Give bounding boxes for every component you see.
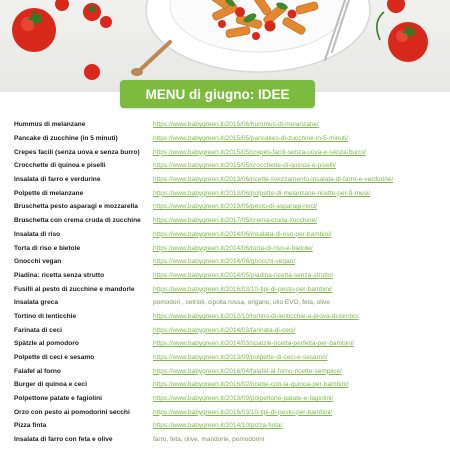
dish-name: Hummus di melanzane [14, 121, 86, 129]
dish-name: Tortino di lenticchie [14, 312, 77, 320]
dish-name: Polpette di ceci e sesamo [14, 354, 95, 362]
recipe-link[interactable]: https://www.babygreen.it/2013/06/polpette-di-melanzane-ricette-per-9-mesi/ [153, 189, 371, 197]
menu-row [14, 310, 444, 324]
menu-row [14, 241, 444, 255]
recipe-link[interactable]: https://www.babygreen.it/2016/03/10-tipi-di-pesto-per-bambini/ [153, 408, 333, 416]
dish-name: Bruschetta con crema cruda di zucchine [14, 217, 141, 225]
pasta-plate-illustration [0, 0, 450, 92]
recipe-link[interactable]: https://www.babygreen.it/2014/03/farinata-di-ceci/ [153, 326, 296, 334]
dish-name: Fusilli al pesto di zucchine e mandorle [14, 285, 135, 293]
recipe-link[interactable]: https://www.babygreen.it/2012/10/tortino-di-lenticchie-a-prova-di-bimbo/ [153, 312, 359, 320]
menu-title: MENU di giugno: IDEE [145, 86, 290, 102]
dish-name: Orzo con pesto ai pomodorini secchi [14, 408, 130, 416]
menu-row [14, 186, 444, 200]
dish-name: Insalata di farro e verdurine [14, 176, 101, 184]
menu-row [14, 364, 444, 378]
menu-row [14, 405, 444, 419]
menu-row [14, 323, 444, 337]
menu-row [14, 228, 444, 242]
menu-title-banner [120, 80, 315, 108]
menu-row [14, 282, 444, 296]
recipe-link[interactable]: https://www.babygreen.it/2015/05/crocchette-di-quinoa-e-piselli/ [153, 162, 336, 170]
dish-name: Insalata di riso [14, 230, 61, 238]
dish-name: Pizza finta [14, 422, 47, 430]
recipe-link[interactable]: https://www.babygreen.it/2015/06/hummus-di-melanzane/ [153, 121, 319, 129]
menu-row [14, 173, 444, 187]
menu-list [14, 118, 444, 447]
recipe-link[interactable]: https://www.babygreen.it/2016/03/10-tipi-di-pesto-per-bambini/ [153, 285, 333, 293]
recipe-link[interactable]: https://www.babygreen.it/2016/04/falafel-al-forno-ricette-semplice/ [153, 367, 342, 375]
dish-name: Crocchette di quinoa e piselli [14, 162, 106, 170]
dish-name: Farinata di ceci [14, 326, 63, 334]
recipe-link[interactable]: https://www.babygreen.it/2015/05/pancakes-di-zucchine-in-5-minuti/ [153, 135, 349, 143]
dish-name: Gnocchi vegan [14, 258, 62, 266]
menu-row [14, 214, 444, 228]
menu-row [14, 296, 444, 310]
menu-row [14, 269, 444, 283]
dish-name: Falafel al forno [14, 367, 61, 375]
menu-row [14, 118, 444, 132]
dish-name: Torta di riso e bietole [14, 244, 81, 252]
recipe-link[interactable]: https://www.babygreen.it/2014/06/torta-di-riso-e-bietole/ [153, 244, 313, 252]
dish-name: Insalata di farro con feta e olive [14, 436, 113, 444]
menu-row [14, 255, 444, 269]
ingredients-note: farro, feta, olive, mandorle, pomodorini [153, 436, 265, 444]
recipe-link[interactable]: https://www.babygreen.it/2013/09/polpettone-patate-e-fagiolini/ [153, 395, 334, 403]
dish-name: Insalata greca [14, 299, 58, 307]
recipe-link[interactable]: https://www.babygreen.it/2014/10/pizza-finta/ [153, 422, 283, 430]
recipe-link[interactable]: https://www.babygreen.it/2014/03/spatzle-ricetta-perfetta-per-bambini/ [153, 340, 354, 348]
ingredients-note: pomodori , cetrioli, cipolla rossa, origano, olio EVO, feta, olive [153, 299, 331, 307]
dish-name: Crepes facili (senza uova e senza burro) [14, 148, 140, 156]
menu-row [14, 378, 444, 392]
dish-name: Spätzle al pomodoro [14, 340, 79, 348]
hero-photo [0, 0, 450, 92]
dish-name: Bruschetta pesto asparagi e mozzarella [14, 203, 138, 211]
menu-row [14, 392, 444, 406]
dish-name: Burger di quinoa e ceci [14, 381, 87, 389]
recipe-link[interactable]: https://www.babygreen.it/2016/02/ricette-con-la-quinoa-per-bambini/ [153, 381, 349, 389]
dish-name: Polpettone patate e fagiolini [14, 395, 102, 403]
recipe-link[interactable]: https://www.babygreen.it/2015/05/crepes-facili-senza-uova-e-senza-burro/ [153, 148, 366, 156]
recipe-link[interactable]: https://www.babygreen.it/2013/06/ricette-svezzamento-insalata-di-farro-e-verdurine/ [153, 176, 394, 184]
menu-row [14, 419, 444, 433]
recipe-link[interactable]: https://www.babygreen.it/2014/06/gnocchi-vegan/ [153, 258, 296, 266]
recipe-link[interactable]: https://www.babygreen.it/2017/05/crema-cruda-zucchine/ [153, 217, 318, 225]
recipe-link[interactable]: https://www.babygreen.it/2014/06/insalata-di-riso-per-bambini/ [153, 230, 332, 238]
menu-row [14, 200, 444, 214]
menu-row [14, 132, 444, 146]
recipe-link[interactable]: https://www.babygreen.it/2019/05/pesto-di-asparagi-noci/ [153, 203, 318, 211]
menu-row [14, 433, 444, 447]
menu-row [14, 159, 444, 173]
menu-row [14, 145, 444, 159]
dish-name: Piadina: ricetta senza strutto [14, 271, 105, 279]
menu-row [14, 351, 444, 365]
recipe-link[interactable]: https://www.babygreen.it/2013/09/polpette-di-ceci-e-sesamo/ [153, 354, 328, 362]
dish-name: Polpette di melanzane [14, 189, 84, 197]
dish-name: Pancake di zucchine (in 5 minuti) [14, 135, 118, 143]
menu-row [14, 337, 444, 351]
recipe-link[interactable]: https://www.babygreen.it/2014/05/piadina-ricetta-senza-strutto/ [153, 271, 334, 279]
